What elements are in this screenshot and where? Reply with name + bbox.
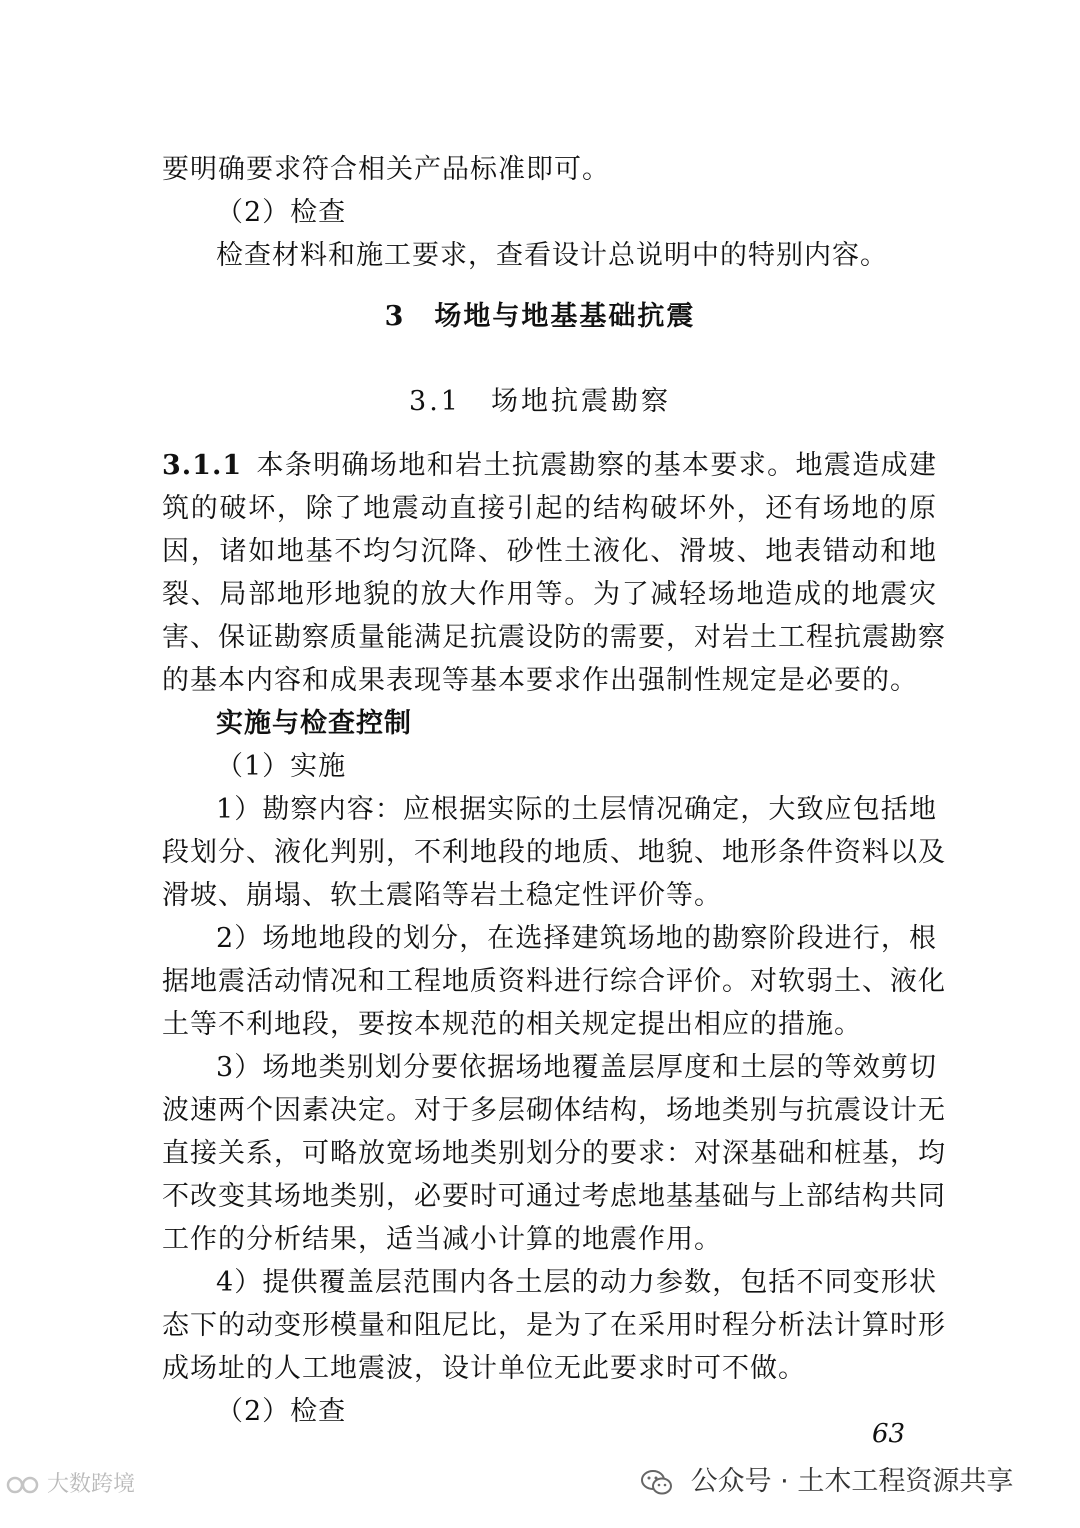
text-line: 本条明确场地和岩土抗震勘察的基本要求。地震造成建 [256,450,937,481]
watermark-right [640,1462,1013,1502]
check-label-top: （2）检查 [216,197,347,228]
wechat-icon [640,1468,674,1498]
text-line: 害、保证勘察质量能满足抗震设防的需要，对岩土工程抗震勘察 [162,622,946,653]
chapter-title: 3 场地与地基基础抗震 [384,301,696,332]
text-line: 成场址的人工地震波，设计单位无此要求时可不做。 [162,1353,806,1384]
text-line: 因，诸如地基不均匀沉降、砂性土液化、滑坡、地表错动和地 [162,536,937,567]
watermark-left [6,1470,135,1500]
text-line: 1）勘察内容：应根据实际的土层情况确定，大致应包括地 [216,794,937,825]
text-line: 直接关系，可略放宽场地类别划分的要求：对深基础和桩基，均 [162,1138,946,1169]
text-line: 不改变其场地类别，必要时可通过考虑地基基础与上部结构共同 [162,1181,946,1212]
section-title: 3.1 场地抗震勘察 [409,386,671,417]
text-line: 4）提供覆盖层范围内各土层的动力参数，包括不同变形状 [216,1267,937,1298]
check-label: （2）检查 [216,1396,347,1427]
watermark-right-text: 公众号 · 土木工程资源共享 [690,1466,1014,1497]
clause-first-line [162,446,937,486]
text-line: 3）场地类别划分要依据场地覆盖层厚度和土层的等效剪切 [216,1052,937,1083]
text-line: 检查材料和施工要求，查看设计总说明中的特别内容。 [216,240,888,271]
text-line: 筑的破坏，除了地震动直接引起的结构破坏外，还有场地的原 [162,493,937,524]
text-line: 态下的动变形模量和阻尼比，是为了在采用时程分析法计算时形 [162,1310,946,1341]
text-line: 段划分、液化判别，不利地段的地质、地貌、地形条件资料以及 [162,837,946,868]
text-line: 2）场地地段的划分，在选择建筑场地的勘察阶段进行，根 [216,923,937,954]
implement-label: （1）实施 [216,751,347,782]
text-line: 要明确要求符合相关产品标准即可。 [162,154,610,185]
text-line: 的基本内容和成果表现等基本要求作出强制性规定是必要的。 [162,665,918,696]
text-line: 波速两个因素决定。对于多层砌体结构，场地类别与抗震设计无 [162,1095,946,1126]
text-line: 土等不利地段，要按本规范的相关规定提出相应的措施。 [162,1009,862,1040]
text-line: 滑坡、崩塌、软土震陷等岩土稳定性评价等。 [162,880,722,911]
text-line: 据地震活动情况和工程地质资料进行综合评价。对软弱土、液化 [162,966,946,997]
subheading: 实施与检查控制 [216,708,412,739]
clause-number: 3.1.1 [162,450,243,481]
watermark-logo-icon [6,1474,40,1496]
page-number: 63 [872,1419,906,1449]
text-line: 工作的分析结果，适当减小计算的地震作用。 [162,1224,722,1255]
text-line: 裂、局部地形地貌的放大作用等。为了减轻场地造成的地震灾 [162,579,937,610]
watermark-left-text: 大数跨境 [47,1472,136,1497]
